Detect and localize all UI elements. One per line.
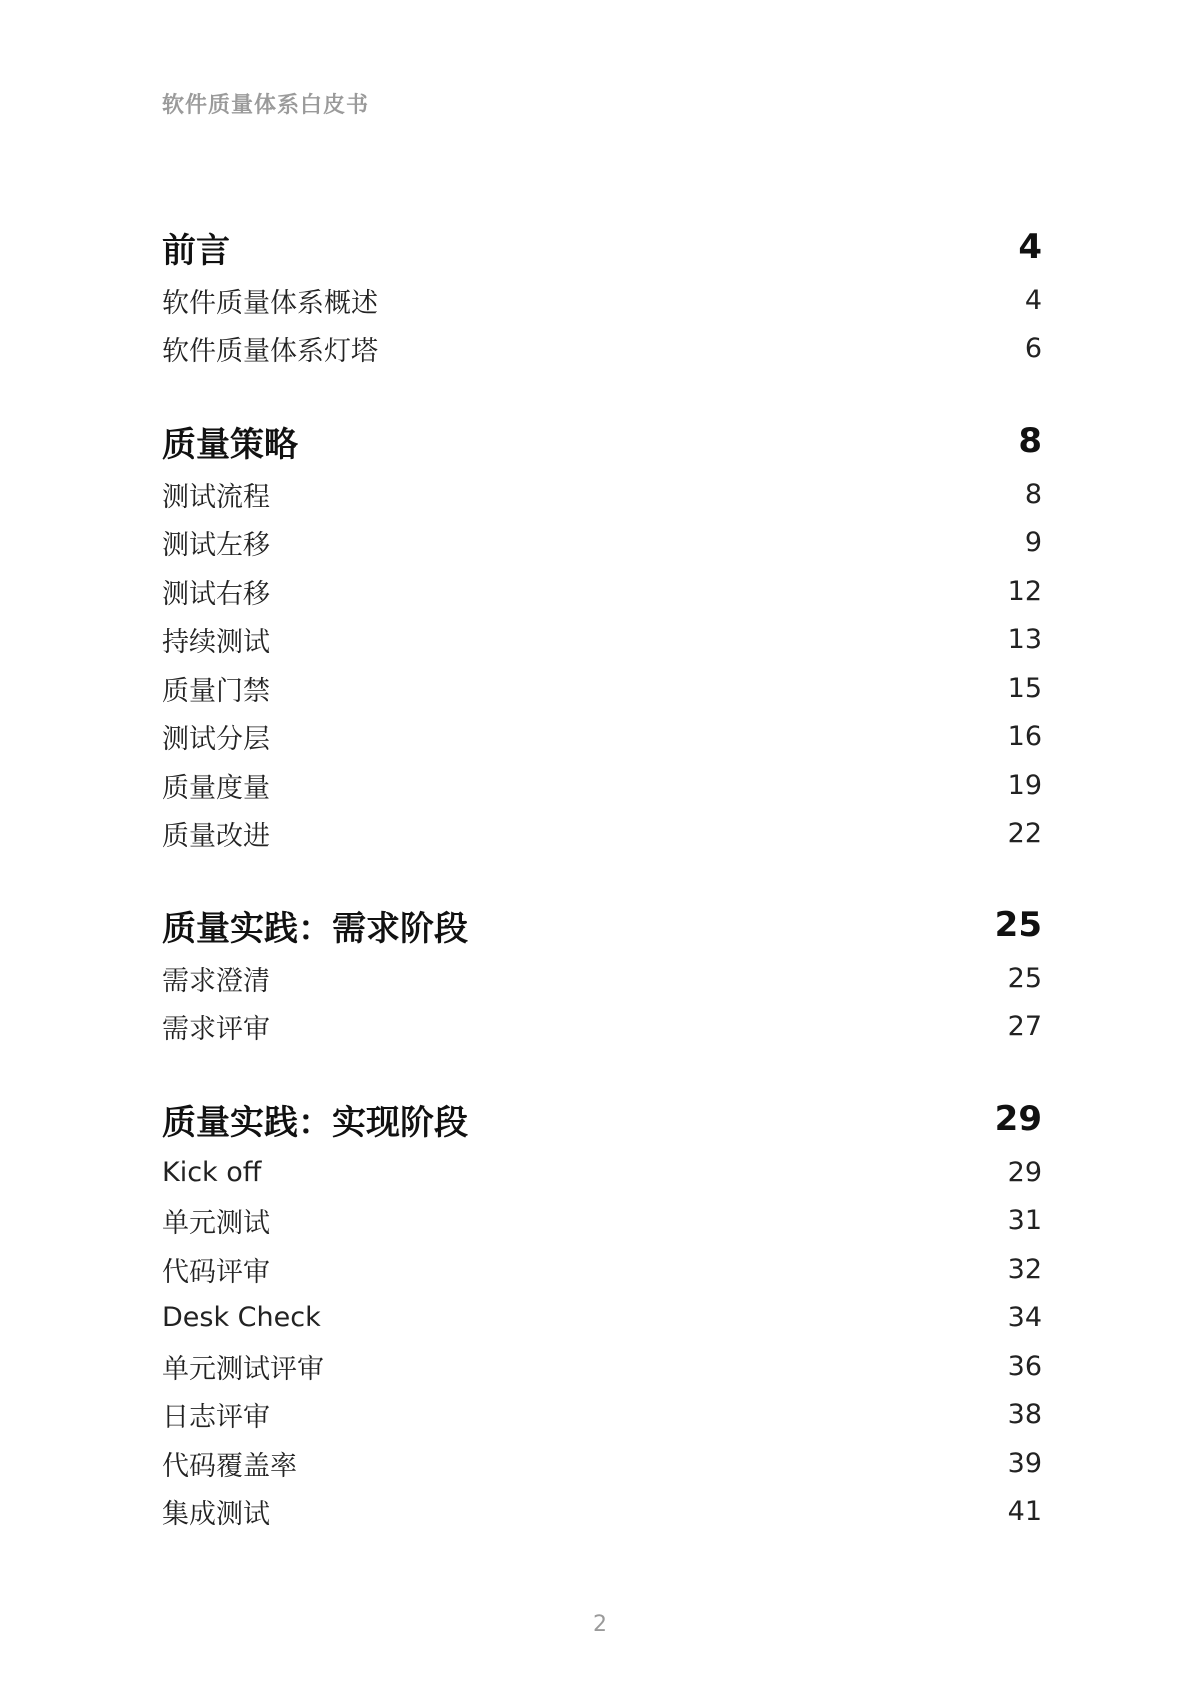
toc-entry[interactable] bbox=[162, 713, 1042, 762]
toc-entry[interactable] bbox=[162, 470, 1042, 519]
toc-entry-title: 软件质量体系灯塔 bbox=[162, 336, 378, 368]
toc-entry[interactable] bbox=[162, 276, 1042, 325]
toc-entry[interactable] bbox=[162, 1391, 1042, 1440]
toc-entry-page: 12 bbox=[1007, 575, 1042, 607]
toc-entry[interactable] bbox=[162, 1488, 1042, 1537]
toc-entry-title: 测试左移 bbox=[162, 530, 270, 562]
toc-heading-title: 前言 bbox=[162, 230, 230, 271]
toc-entry-title: 集成测试 bbox=[162, 1499, 270, 1531]
toc-entry-page: 38 bbox=[1007, 1399, 1042, 1431]
toc-entry-page: 41 bbox=[1007, 1496, 1042, 1528]
toc-entry[interactable] bbox=[162, 519, 1042, 568]
toc-entry-page: 31 bbox=[1007, 1205, 1042, 1237]
toc-entry[interactable] bbox=[162, 664, 1042, 713]
toc-heading-row[interactable] bbox=[162, 218, 1042, 276]
toc-entry[interactable] bbox=[162, 761, 1042, 810]
toc-entry-page: 9 bbox=[1024, 527, 1042, 559]
toc-entry-page: 13 bbox=[1007, 624, 1042, 656]
toc-entry-title: 测试流程 bbox=[162, 481, 270, 513]
toc-entry[interactable] bbox=[162, 954, 1042, 1003]
toc-heading-page: 8 bbox=[1018, 421, 1042, 461]
toc-entry-page: 15 bbox=[1007, 672, 1042, 704]
toc-entry-page: 36 bbox=[1007, 1350, 1042, 1382]
toc-entry-title: 质量度量 bbox=[162, 772, 270, 804]
toc-entry-title: 需求澄清 bbox=[162, 965, 270, 997]
toc-entry-page: 19 bbox=[1007, 769, 1042, 801]
toc-entry-title: 代码覆盖率 bbox=[162, 1450, 297, 1482]
toc-entry-title: Desk Check bbox=[162, 1302, 321, 1334]
toc-entry-title: 测试分层 bbox=[162, 724, 270, 756]
toc-entry-title: 日志评审 bbox=[162, 1402, 270, 1434]
toc-entry[interactable] bbox=[162, 1148, 1042, 1197]
toc-entry-title: 需求评审 bbox=[162, 1014, 270, 1046]
toc-entry-page: 6 bbox=[1024, 333, 1042, 365]
toc-entry[interactable] bbox=[162, 1294, 1042, 1343]
toc-entry-title: Kick off bbox=[162, 1156, 262, 1188]
toc-entry[interactable] bbox=[162, 810, 1042, 859]
toc-heading-page: 25 bbox=[994, 905, 1042, 945]
toc-heading-page: 29 bbox=[994, 1099, 1042, 1139]
toc-entry-page: 27 bbox=[1007, 1011, 1042, 1043]
toc-entry-title: 单元测试评审 bbox=[162, 1353, 324, 1385]
toc-heading-row[interactable] bbox=[162, 1090, 1042, 1148]
toc-section-preface bbox=[162, 218, 1042, 373]
toc-entry-title: 单元测试 bbox=[162, 1208, 270, 1240]
toc-entry-page: 34 bbox=[1007, 1302, 1042, 1334]
toc-entry-title: 持续测试 bbox=[162, 627, 270, 659]
toc-entry-title: 软件质量体系概述 bbox=[162, 287, 378, 319]
toc-entry[interactable] bbox=[162, 616, 1042, 665]
toc-heading-title: 质量策略 bbox=[162, 424, 298, 465]
toc-entry-title: 测试右移 bbox=[162, 578, 270, 610]
toc-section-implementation-practice bbox=[162, 1090, 1042, 1536]
toc-entry-page: 39 bbox=[1007, 1447, 1042, 1479]
toc-heading-page: 4 bbox=[1018, 227, 1042, 267]
toc-entry-title: 质量门禁 bbox=[162, 675, 270, 707]
toc-entry-page: 8 bbox=[1024, 478, 1042, 510]
toc-entry-page: 25 bbox=[1007, 962, 1042, 994]
toc-heading-title: 质量实践：实现阶段 bbox=[162, 1102, 468, 1143]
running-header: 软件质量体系白皮书 bbox=[162, 93, 370, 118]
toc-entry[interactable] bbox=[162, 1197, 1042, 1246]
toc-heading-row[interactable] bbox=[162, 412, 1042, 470]
toc-entry[interactable] bbox=[162, 1439, 1042, 1488]
toc-entry[interactable] bbox=[162, 325, 1042, 374]
toc-heading-title: 质量实践：需求阶段 bbox=[162, 908, 468, 949]
toc-heading-row[interactable] bbox=[162, 896, 1042, 954]
toc-entry[interactable] bbox=[162, 567, 1042, 616]
toc-entry-page: 22 bbox=[1007, 818, 1042, 850]
toc-entry-page: 29 bbox=[1007, 1156, 1042, 1188]
toc-entry-page: 16 bbox=[1007, 721, 1042, 753]
toc-entry-page: 32 bbox=[1007, 1253, 1042, 1285]
toc-entry[interactable] bbox=[162, 1003, 1042, 1052]
toc-entry-title: 质量改进 bbox=[162, 821, 270, 853]
page-number: 2 bbox=[593, 1612, 607, 1637]
toc-entry[interactable] bbox=[162, 1342, 1042, 1391]
toc-entry-title: 代码评审 bbox=[162, 1256, 270, 1288]
toc-section-requirements-practice bbox=[162, 896, 1042, 1051]
toc-section-quality-strategy bbox=[162, 412, 1042, 858]
toc-entry-page: 4 bbox=[1024, 284, 1042, 316]
toc-entry[interactable] bbox=[162, 1245, 1042, 1294]
